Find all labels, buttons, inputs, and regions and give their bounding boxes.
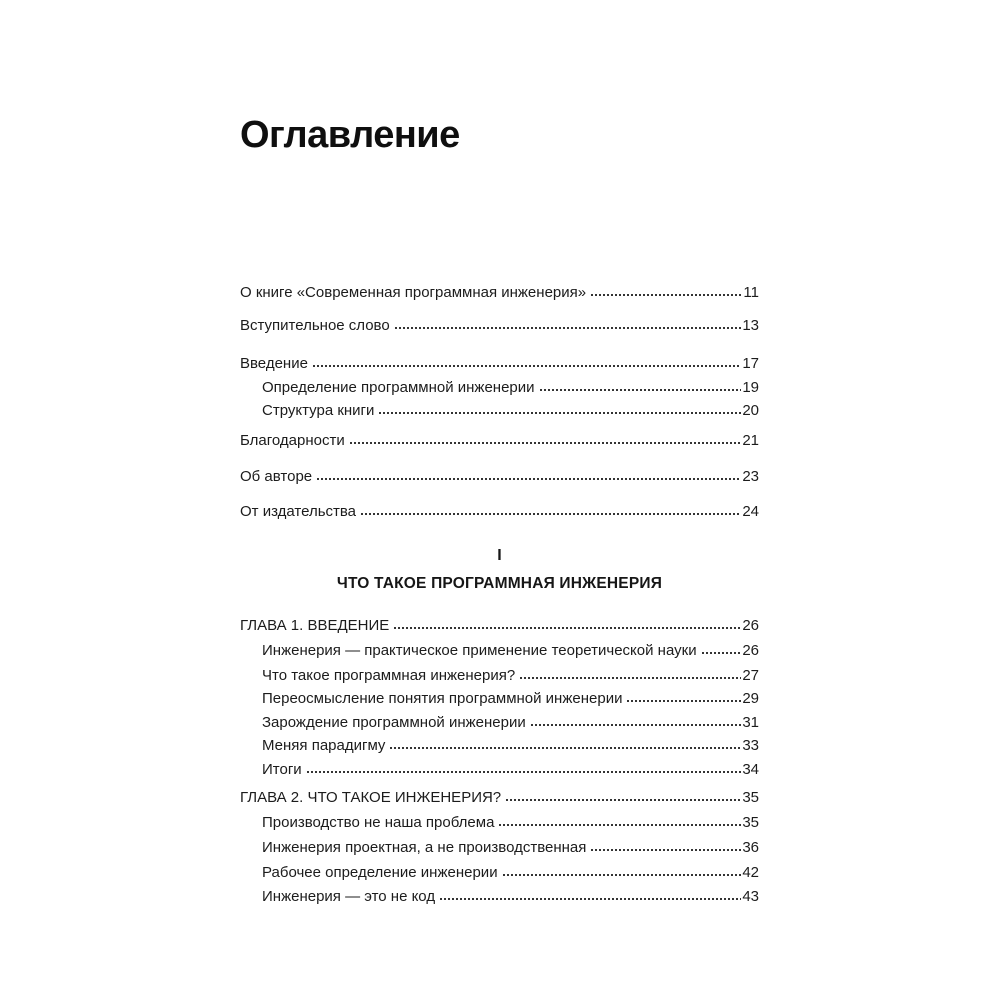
toc-entry-page: 21 [742, 432, 759, 449]
toc-entry-page: 36 [742, 839, 759, 856]
toc-entry-label: От издательства [240, 503, 357, 520]
dot-leader [393, 617, 741, 630]
dot-leader [312, 355, 741, 368]
toc-entry-page: 11 [743, 284, 759, 301]
toc-entry-label: Определение программной инженерии [262, 379, 535, 396]
toc-entry-label: О книге «Современная программная инженерия» [240, 284, 587, 301]
toc-entry-birth-of-software-engineering[interactable] [240, 713, 759, 733]
dot-leader [439, 888, 741, 901]
toc-entry-page: 26 [742, 642, 759, 659]
toc-entry-label: Благодарности [240, 432, 345, 449]
toc-entry-label: Об авторе [240, 468, 313, 485]
toc-entry-from-publisher[interactable] [240, 502, 759, 522]
dot-leader [539, 379, 742, 392]
toc-entry-page: 27 [742, 667, 759, 684]
toc-entry-label: Рабочее определение инженерии [262, 864, 498, 881]
toc-entry-page: 23 [742, 468, 759, 485]
toc-entry-chapter-1[interactable] [240, 616, 759, 636]
toc-entry-page: 35 [742, 814, 759, 831]
dot-leader [626, 690, 741, 703]
dot-leader [360, 503, 741, 516]
toc-entry-about-book[interactable] [240, 283, 759, 303]
toc-content [240, 112, 759, 907]
toc-entry-summary-ch1[interactable] [240, 760, 759, 780]
part-title: ЧТО ТАКОЕ ПРОГРАММНАЯ ИНЖЕНЕРИЯ [336, 575, 663, 592]
toc-entry-page: 24 [742, 503, 759, 520]
toc-entry-label: Производство не наша проблема [262, 814, 495, 831]
dot-leader [519, 667, 741, 680]
toc-entry-label: ГЛАВА 1. ВВЕДЕНИЕ [240, 617, 390, 634]
toc-entry-label: Введение [240, 355, 308, 372]
page-title: Оглавление [240, 114, 460, 156]
dot-leader [590, 284, 742, 297]
toc-entry-rethinking-software-engineering[interactable] [240, 689, 759, 709]
dot-leader [349, 432, 742, 445]
toc-entry-book-structure[interactable] [240, 401, 759, 421]
toc-entry-label: Переосмысление понятия программной инженерии [262, 690, 623, 707]
toc-entry-design-not-production-engineering[interactable] [240, 838, 759, 858]
toc-entry-engineering-applied-science[interactable] [240, 641, 759, 661]
toc-entry-label: Инженерия проектная, а не производственная [262, 839, 587, 856]
toc-entry-foreword[interactable] [240, 316, 759, 336]
table-of-contents [240, 283, 759, 907]
toc-entry-label: Что такое программная инженерия? [262, 667, 516, 684]
toc-entry-introduction[interactable] [240, 354, 759, 374]
toc-entry-label: Инженерия — практическое применение теоретической науки [262, 642, 697, 659]
toc-entry-page: 26 [742, 617, 759, 634]
toc-entry-label: Структура книги [262, 402, 375, 419]
toc-entry-label: Инженерия — это не код [262, 888, 436, 905]
toc-entry-engineering-is-not-code[interactable] [240, 887, 759, 907]
toc-entry-page: 31 [742, 714, 759, 731]
toc-entry-label: ГЛАВА 2. ЧТО ТАКОЕ ИНЖЕНЕРИЯ? [240, 789, 502, 806]
toc-entry-label: Итоги [262, 761, 302, 778]
toc-entry-page: 29 [742, 690, 759, 707]
toc-entry-page: 35 [742, 789, 759, 806]
toc-entry-label: Вступительное слово [240, 317, 390, 334]
toc-entry-page: 17 [742, 355, 759, 372]
toc-entry-definition[interactable] [240, 378, 759, 398]
toc-entry-page: 43 [742, 888, 759, 905]
part-header [240, 546, 759, 594]
toc-entry-page: 34 [742, 761, 759, 778]
toc-entry-label: Меняя парадигму [262, 737, 386, 754]
dot-leader [316, 468, 741, 481]
toc-entry-chapter-2[interactable] [240, 788, 759, 808]
dot-leader [394, 317, 742, 330]
dot-leader [389, 737, 741, 750]
dot-leader [505, 789, 741, 802]
toc-entry-working-definition[interactable] [240, 863, 759, 883]
part-number: I [497, 547, 502, 564]
toc-entry-what-is-software-engineering[interactable] [240, 666, 759, 686]
toc-entry-label: Зарождение программной инженерии [262, 714, 526, 731]
dot-leader [502, 864, 742, 877]
toc-entry-page: 33 [742, 737, 759, 754]
dot-leader [306, 761, 742, 774]
toc-entry-page: 19 [742, 379, 759, 396]
toc-entry-shifting-paradigm[interactable] [240, 736, 759, 756]
dot-leader [530, 714, 742, 727]
toc-entry-page: 13 [742, 317, 759, 334]
toc-entry-about-author[interactable] [240, 467, 759, 487]
dot-leader [590, 839, 741, 852]
dot-leader [701, 642, 742, 655]
toc-entry-page: 42 [742, 864, 759, 881]
dot-leader [378, 402, 741, 415]
toc-entry-production-not-our-problem[interactable] [240, 813, 759, 833]
toc-entry-acknowledgements[interactable] [240, 431, 759, 451]
toc-entry-page: 20 [742, 402, 759, 419]
dot-leader [498, 814, 741, 827]
